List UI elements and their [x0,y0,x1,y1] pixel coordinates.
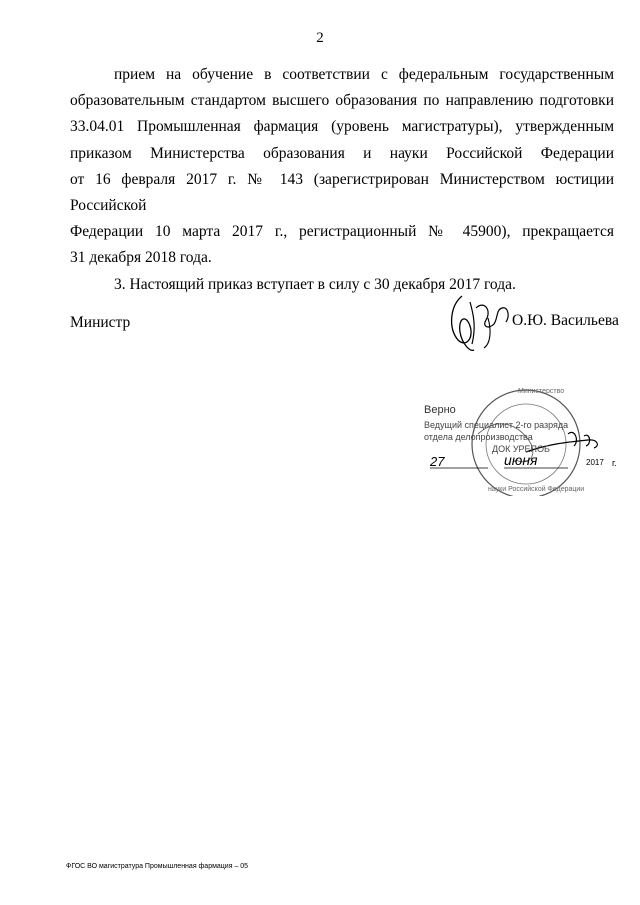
role-line-2: отдела делопроизводства [424,432,533,442]
date-year: 2017 [586,458,604,467]
paragraph-line: прием на обучение в соответствии с федеральным государственным [114,66,614,83]
certification-stamp [418,386,628,496]
minister-name: О.Ю. Васильева [512,312,619,329]
footer-label: ФГОС ВО магистратура Промышленная фармация – 05 [66,863,249,870]
page-number: 2 [316,30,324,46]
seal-text-bottom: науки Российской Федерации [488,486,585,493]
item-3: 3. Настоящий приказ вступает в силу с 30 декабря 2017 года. [114,275,516,293]
role-line-1: Ведущий специалист 2-го разряда [424,420,569,430]
paragraph-line: Федерации 10 марта 2017 г., регистрационный № 45900), прекращается [70,223,614,241]
paragraph-line: 33.04.01 Промышленная фармация (уровень магистратуры), утвержденным [70,118,614,136]
paragraph-line: 31 декабря 2018 года. [70,249,212,267]
order-text [70,62,614,298]
date-month: июня [504,452,538,468]
paragraph-line: приказом Министерства образования и науки Российской Федерации [70,144,614,162]
minister-title: Министр [70,314,131,331]
paragraph-line: от 16 февраля 2017 г. № 143 (зарегистрирован Министерством юстиции Российской [70,170,614,215]
paragraph-line: образовательным стандартом высшего образования по направлению подготовки [70,92,614,110]
year-suffix: г. [612,458,617,468]
department-label: ДОК УРЕПОБ [492,444,550,454]
date-day: 27 [430,454,445,469]
verno-label: Верно [424,404,456,416]
seal-text-top: Министерство [518,388,565,395]
